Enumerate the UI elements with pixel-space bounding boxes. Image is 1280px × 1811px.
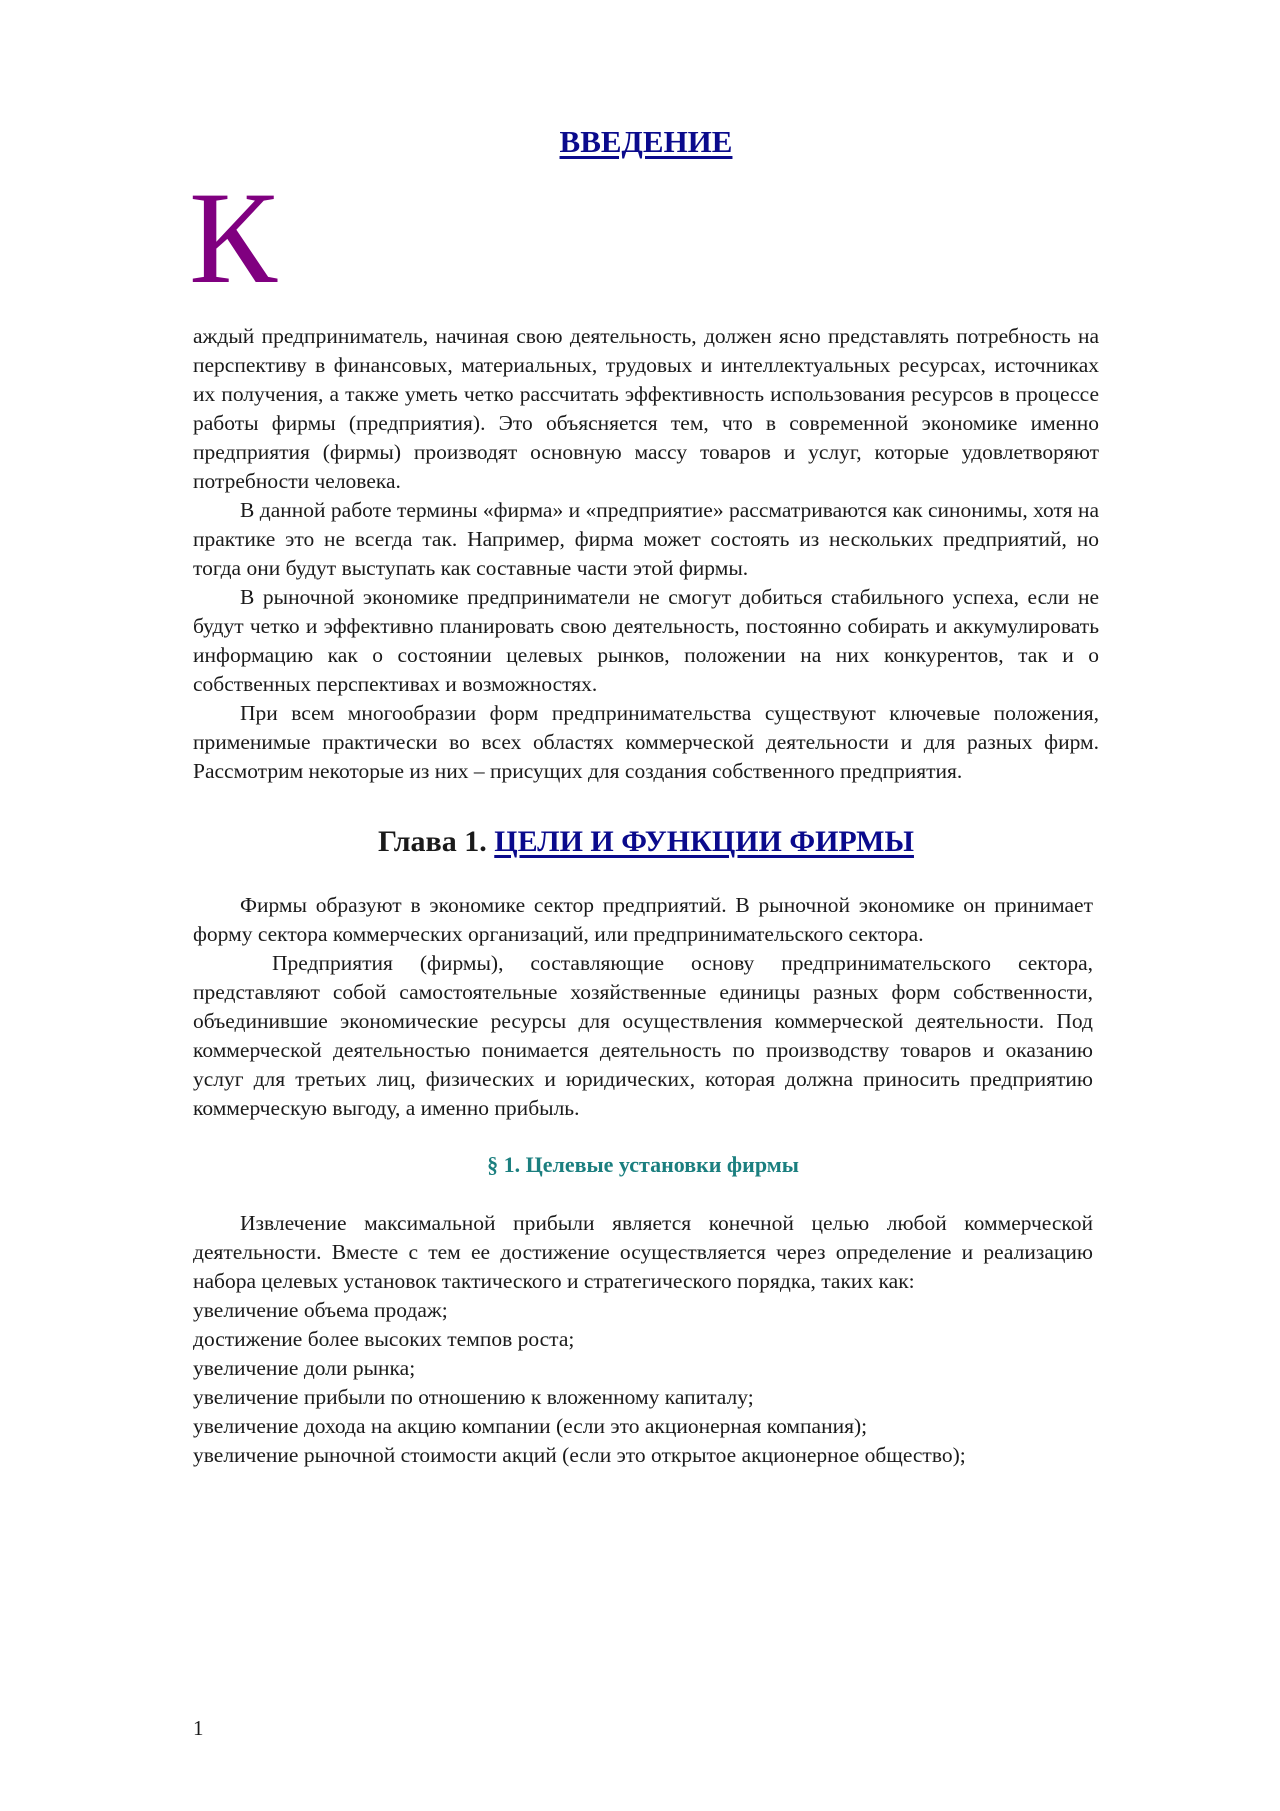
list-item: увеличение объема продаж; — [193, 1298, 448, 1322]
list-item: увеличение рыночной стоимости акций (если это открытое акционерное общество); — [193, 1443, 966, 1467]
list-item: увеличение доли рынка; — [193, 1356, 416, 1380]
chapter-body — [193, 891, 1093, 1470]
list-item: увеличение дохода на акцию компании (если это акционерная компания); — [193, 1414, 868, 1438]
chapter-paragraph-2: Предприятия (фирмы), составляющие основу предпринимательского сектора, представляют собой самостоятельные хозяйственные единицы разных форм собственности, объединившие экономические ресурсы для осуществления коммерческой деятельности. Под коммерческой деятельностью понимается деятельность по производству товаров и оказанию услуг для третьих лиц, физических и юридических, которая должна приносить предприятию коммерческую выгоду, а именно прибыль. — [193, 951, 1093, 1120]
chapter-paragraph-1: Фирмы образуют в экономике сектор предприятий. В рыночной экономике он принимает форму сектора коммерческих организаций, или предпринимательского сектора. — [193, 893, 1093, 946]
chapter-heading — [193, 822, 1099, 862]
intro-paragraph-2: В данной работе термины «фирма» и «предприятие» рассматриваются как синонимы, хотя на практике это не всегда так. Например, фирма может состоять из нескольких предприятий, но тогда они будут выступать как составные части этой фирмы. — [193, 498, 1099, 580]
chapter-title-link[interactable]: ЦЕЛИ И ФУНКЦИИ ФИРМЫ — [494, 825, 914, 858]
intro-paragraph-1: аждый предприниматель, начиная свою деятельность, должен ясно представлять потребность на перспективу в финансовых, материальных, трудовых и интеллектуальных ресурсах, источниках их получения, а также уметь четко рассчитать эффективность использования ресурсов в процессе работы фирмы (предприятия). Это объясняется тем, что в современной экономике именно предприятия (фирмы) производят основную массу товаров и услуг, которые удовлетворяют потребности человека. — [193, 324, 1099, 493]
intro-paragraph-4: При всем многообразии форм предпринимательства существуют ключевые положения, применимые практически во всех областях коммерческой деятельности и для разных фирм. Рассмотрим некоторые из них – присущих для создания собственного предприятия. — [193, 701, 1099, 783]
page-number: 1 — [193, 1716, 204, 1740]
section-heading: § 1. Целевые установки фирмы — [487, 1152, 799, 1177]
chapter-prefix: Глава 1. — [378, 825, 487, 858]
drop-cap: К — [189, 164, 278, 311]
list-item: достижение более высоких темпов роста; — [193, 1327, 575, 1351]
page-content — [189, 118, 1099, 1470]
list-item: увеличение прибыли по отношению к вложенному капиталу; — [193, 1385, 754, 1409]
intro-title: ВВЕДЕНИЕ — [559, 124, 733, 159]
section-paragraph: Извлечение максимальной прибыли является конечной целью любой коммерческой деятельности. Вместе с тем ее достижение осуществляется через определение и реализацию набора целевых установок тактического и стратегического порядка, таких как: — [193, 1211, 1093, 1293]
intro-paragraph-3: В рыночной экономике предприниматели не смогут добиться стабильного успеха, если не будут четко и эффективно планировать свою деятельность, постоянно собирать и аккумулировать информацию как о состоянии целевых рынков, положении на них конкурентов, так и о собственных перспективах и возможностях. — [193, 585, 1099, 696]
